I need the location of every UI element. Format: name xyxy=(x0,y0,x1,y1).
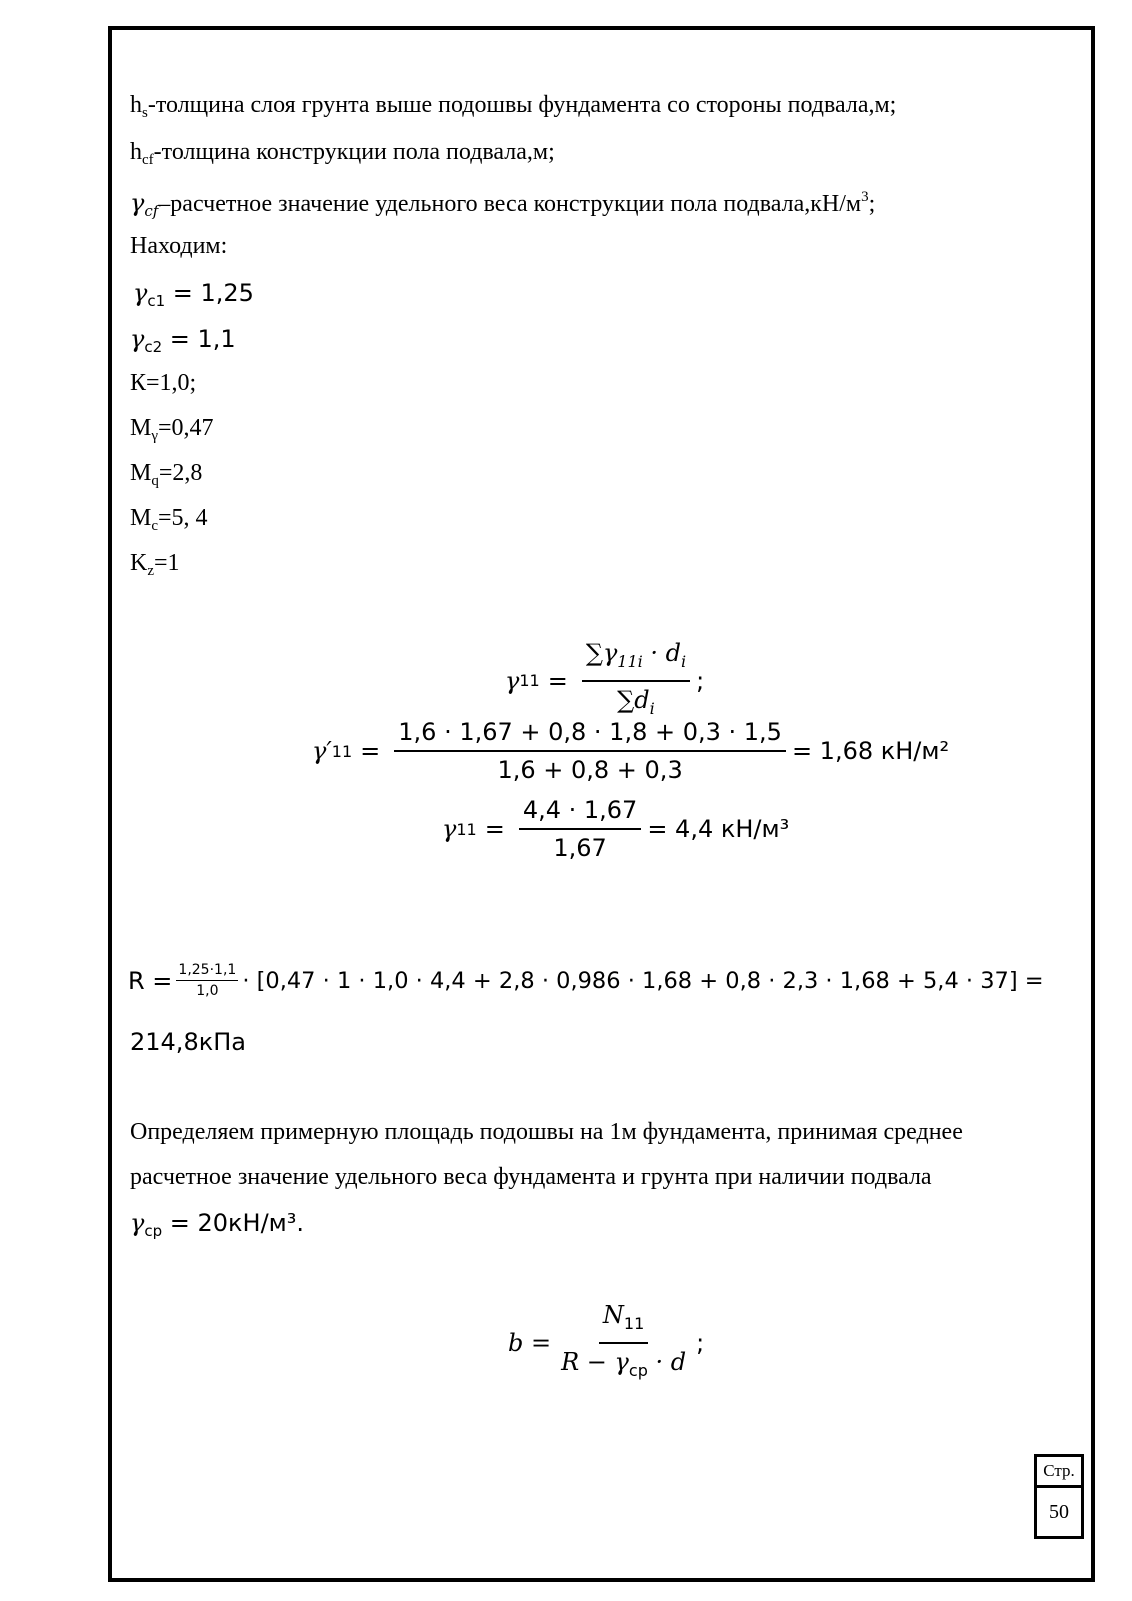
value: = 1,25 xyxy=(165,279,254,307)
symbol: γ xyxy=(130,1209,145,1237)
equation-b xyxy=(508,1300,704,1386)
eq-lhs-sub: 11 xyxy=(456,819,477,839)
fraction-numerator: 1,25·1,1 xyxy=(176,962,238,981)
definition-text: –расчетное значение удельного веса конструкции пола подвала,кН/м xyxy=(158,191,862,217)
punctuation: ; xyxy=(696,1328,705,1357)
value: =2,8 xyxy=(158,460,203,486)
superscript: 3 xyxy=(861,189,869,205)
symbol: γ xyxy=(130,189,145,217)
equation-gamma11-value: γ 11 = $\frac{4,4 \cdot 1,67}{1,67}$ = 4,4 кН/м³ xyxy=(442,796,790,862)
definition-text: -толщина конструкции пола подвала,м; xyxy=(153,139,555,165)
eq-lhs: γ xyxy=(442,815,457,843)
subscript: s xyxy=(142,105,148,121)
eq-lhs: γ′ xyxy=(312,737,332,765)
fraction xyxy=(557,1300,690,1386)
subscript: cf xyxy=(142,152,154,168)
fraction xyxy=(176,962,238,999)
eq-rhs: = 4,4 кН/м³ xyxy=(647,815,790,843)
subscript: q xyxy=(151,473,159,489)
paragraph-line-3 xyxy=(130,1208,304,1246)
stamp-page-cell xyxy=(1034,1485,1084,1539)
punctuation: ; xyxy=(868,191,876,217)
eq-body: · [0,47 · 1 · 1,0 · 4,4 + 2,8 · 0,986 · 1,68 + 0,8 · 2,3 · 1,68 + 5,4 · 37] = xyxy=(242,967,1044,994)
value: =1 xyxy=(154,550,180,576)
subscript: ср xyxy=(144,1222,163,1240)
fraction-numerator: 4,4 · 1,67 xyxy=(519,795,642,830)
symbol: γ xyxy=(130,325,145,353)
coef-k-z xyxy=(130,548,180,586)
definition-hs xyxy=(130,90,896,128)
coef-m-c xyxy=(130,503,208,541)
symbol: K xyxy=(130,550,148,576)
subscript: γ xyxy=(151,428,158,444)
coef-k: К=1,0; xyxy=(130,370,197,396)
eq-result: 214,8кПа xyxy=(130,1028,246,1056)
page-number: 50 xyxy=(1049,1500,1069,1523)
symbol: h xyxy=(130,139,142,165)
eq-lhs: γ xyxy=(505,666,520,695)
fraction-numerator: 1,6 · 1,67 + 0,8 · 1,8 + 0,3 · 1,5 xyxy=(394,717,786,752)
fraction-denominator: $R - \gamma_{ср} \cdot d$ xyxy=(561,1347,687,1380)
eq-lhs-sub: 11 xyxy=(519,671,540,691)
subscript: c2 xyxy=(144,338,163,356)
value: = 1,1 xyxy=(162,325,236,353)
definition-text: -толщина слоя грунта выше подошвы фундамента со стороны подвала,м; xyxy=(147,92,897,118)
paragraph-line-1: Определяем примерную площадь подошвы на 1м фундамента, принимая среднее xyxy=(130,1119,963,1145)
coef-m-q xyxy=(130,458,202,496)
fraction xyxy=(519,795,642,863)
value: =5, 4 xyxy=(158,505,208,531)
fraction-denominator: 1,0 xyxy=(196,983,219,999)
equation-r xyxy=(128,962,1044,999)
symbol: h xyxy=(130,92,142,118)
subscript: cf xyxy=(144,202,159,220)
stamp-label-cell xyxy=(1034,1454,1084,1488)
eq-lhs: R = xyxy=(128,966,173,995)
paragraph-line-2: расчетное значение удельного веса фундамента и грунта при наличии подвала xyxy=(130,1164,932,1190)
symbol: γ xyxy=(133,279,148,307)
fraction-denominator: 1,6 + 0,8 + 0,3 xyxy=(497,756,683,784)
coef-gamma-c2 xyxy=(130,324,236,362)
fraction xyxy=(582,638,690,724)
definition-hcf xyxy=(130,137,555,175)
punctuation: ; xyxy=(696,666,705,695)
definition-gamma-cf xyxy=(130,182,875,226)
subscript: c1 xyxy=(147,292,166,310)
coef-gamma-c1 xyxy=(133,278,254,316)
eq-rhs: = 1,68 кН/м² xyxy=(791,737,950,765)
fraction xyxy=(394,717,786,785)
symbol: M xyxy=(130,505,152,531)
fraction-denominator: 1,67 xyxy=(553,834,607,862)
finding-label: Находим: xyxy=(130,233,228,259)
subscript: z xyxy=(147,563,155,579)
eq-lhs-sub: 11 xyxy=(331,741,353,761)
fraction-numerator: $N_{11}$ xyxy=(599,1300,648,1344)
symbol: M xyxy=(130,460,152,486)
value: = 20кН/м³. xyxy=(162,1209,305,1237)
fraction-numerator: $\sum\gamma_{11i} \cdot d_i$ xyxy=(582,638,690,682)
fraction-denominator: $\sum d_i$ xyxy=(617,685,655,718)
coef-m-gamma xyxy=(130,413,214,451)
value: =0,47 xyxy=(157,415,214,441)
eq-lhs: b = xyxy=(508,1328,552,1357)
stamp-label: Стр. xyxy=(1043,1461,1075,1480)
equation-gamma11-formula: γ 11 = $\frac{\sum\gamma_{11i} \cdot d_i}{\sum d_i}$ ; xyxy=(505,638,704,724)
equation-gamma11-prime: γ′ 11 = $\frac{1,6 \cdot 1,67 + 0,8 \cdot 1,8 + 0,3 \cdot 1,5}{1,6 + 0,8 + 0,3}$ = 1,68 кН/м² xyxy=(312,718,950,784)
subscript: c xyxy=(151,518,159,534)
equation-r-result xyxy=(130,1027,246,1058)
symbol: M xyxy=(130,415,152,441)
